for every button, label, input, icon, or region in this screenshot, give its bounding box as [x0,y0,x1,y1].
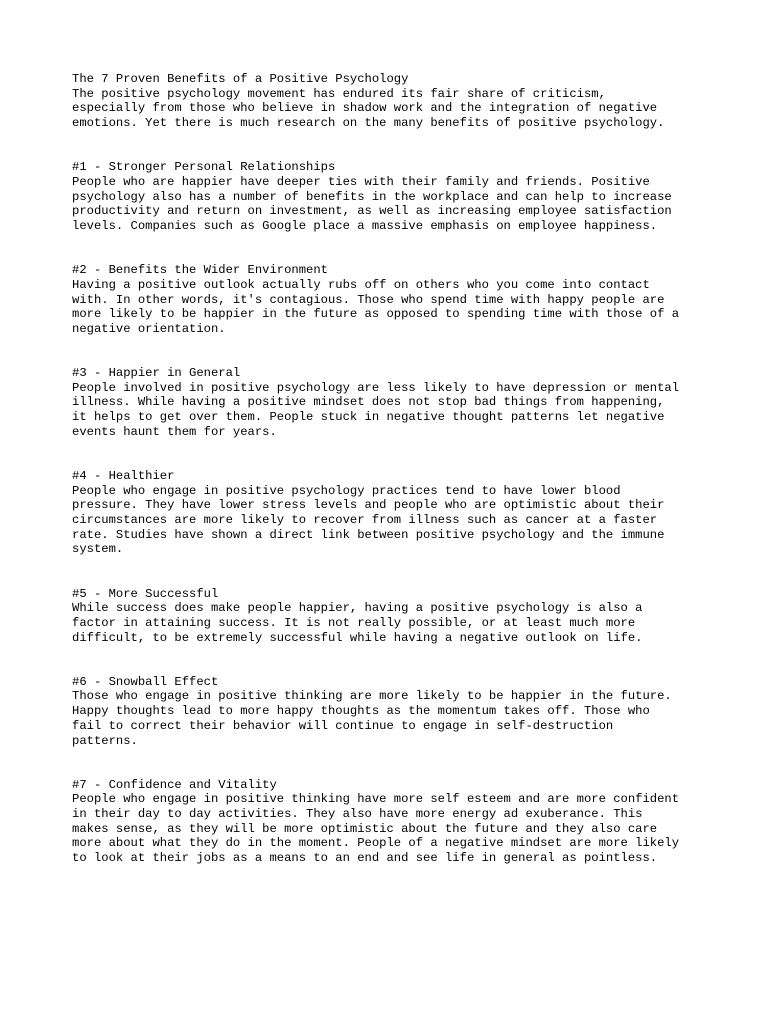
paragraph-line: to look at their jobs as a means to an end and see life in general as pointless. [72,851,658,866]
section-6 [72,675,712,749]
paragraph-line: The positive psychology movement has endured its fair share of criticism, [72,86,606,101]
document-page [72,72,712,866]
section-heading: #7 - Confidence and Vitality [72,777,277,792]
paragraph-line: People involved in positive psychology are less likely to have depression or mental [72,380,680,395]
paragraph-line: emotions. Yet there is much research on the many benefits of positive psychology. [72,116,665,131]
section-heading: #4 - Healthier [72,468,175,483]
paragraph-line: People who are happier have deeper ties with their family and friends. Positive [72,174,650,189]
paragraph-line: events haunt them for years. [72,424,277,439]
section-heading: #5 - More Successful [72,586,219,601]
paragraph-line: While success does make people happier, having a positive psychology is also a [72,601,643,616]
paragraph-line: Happy thoughts lead to more happy thoughts as the momentum takes off. Those who [72,704,650,719]
paragraph-line: psychology also has a number of benefits in the workplace and can help to increase [72,189,672,204]
section-heading: #3 - Happier in General [72,366,241,381]
paragraph-line: productivity and return on investment, as well as increasing employee satisfaction [72,204,672,219]
paragraph-line: pressure. They have lower stress levels and people who are optimistic about their [72,498,665,513]
section-spacer [72,440,712,469]
section-spacer [72,748,712,777]
section-spacer [72,557,712,586]
section-spacer [72,645,712,674]
paragraph-line: patterns. [72,733,138,748]
paragraph-line: more about what they do in the moment. People of a negative mindset are more likely [72,836,680,851]
paragraph-line: People who engage in positive thinking have more self esteem and are more confident [72,792,680,807]
paragraph-line: with. In other words, it's contagious. Those who spend time with happy people are [72,292,665,307]
section-heading: #6 - Snowball Effect [72,674,219,689]
paragraph-line: Having a positive outlook actually rubs off on others who you come into contact [72,277,650,292]
paragraph-line: rate. Studies have shown a direct link between positive psychology and the immune [72,527,665,542]
section-7 [72,778,712,866]
section-spacer [72,131,712,160]
section-2 [72,263,712,337]
paragraph-line: more likely to be happier in the future as opposed to spending time with those of a [72,307,680,322]
paragraph-line: system. [72,542,124,557]
paragraph-line: Those who engage in positive thinking are more likely to be happier in the future. [72,689,672,704]
paragraph-line: People who engage in positive psychology practices tend to have lower blood [72,483,621,498]
paragraph-line: circumstances are more likely to recover from illness such as cancer at a faster [72,513,658,528]
section-5 [72,587,712,646]
paragraph-line: illness. While having a positive mindset does not stop bad things from happening, [72,395,665,410]
paragraph-line: especially from those who believe in shadow work and the integration of negative [72,101,658,116]
paragraph-line: difficult, to be extremely successful while having a negative outlook on life. [72,630,643,645]
paragraph-line: in their day to day activities. They also have more energy ad exuberance. This [72,807,643,822]
intro-block [72,72,712,131]
section-4 [72,469,712,557]
section-1 [72,160,712,234]
document-title: The 7 Proven Benefits of a Positive Psychology [72,72,409,86]
paragraph-line: negative orientation. [72,321,226,336]
section-spacer [72,337,712,366]
section-3 [72,366,712,440]
section-spacer [72,234,712,263]
paragraph-line: makes sense, as they will be more optimistic about the future and they also care [72,821,658,836]
paragraph-line: fail to correct their behavior will continue to engage in self-destruction [72,718,614,733]
paragraph-line: levels. Companies such as Google place a massive emphasis on employee happiness. [72,219,658,234]
paragraph-line: it helps to get over them. People stuck in negative thought patterns let negative [72,410,665,425]
section-heading: #1 - Stronger Personal Relationships [72,160,336,175]
section-heading: #2 - Benefits the Wider Environment [72,263,328,278]
paragraph-line: factor in attaining success. It is not really possible, or at least much more [72,615,636,630]
